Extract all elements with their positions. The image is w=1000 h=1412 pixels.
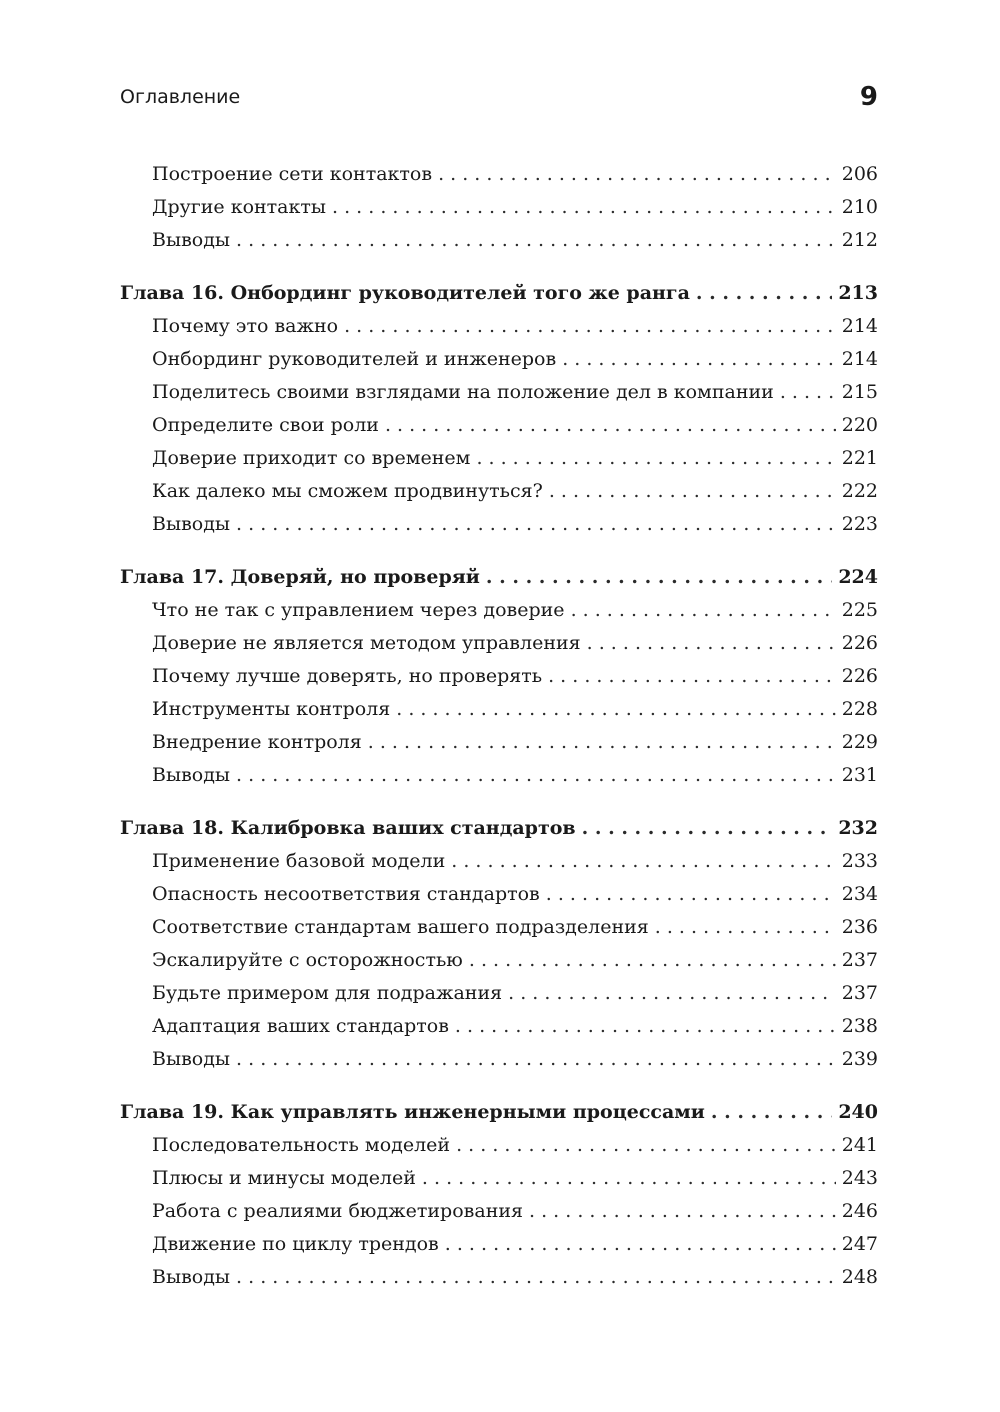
toc-entry[interactable]	[152, 878, 878, 911]
dot-leader	[451, 845, 835, 878]
dot-leader	[368, 726, 836, 759]
toc-title: Определите свои роли	[152, 414, 379, 436]
toc-page-number: 214	[841, 348, 878, 370]
toc-entry[interactable]	[152, 1228, 878, 1261]
toc-chapter[interactable]	[120, 277, 878, 310]
dot-leader	[236, 1043, 836, 1076]
toc-entry[interactable]	[152, 442, 878, 475]
toc-entry[interactable]	[152, 158, 878, 191]
toc-page-number: 248	[841, 1266, 878, 1288]
dot-leader	[445, 1228, 836, 1261]
toc-title: Выводы	[152, 1266, 231, 1288]
toc-chapter[interactable]	[120, 561, 878, 594]
toc-chapter[interactable]	[120, 1096, 878, 1129]
toc-page-number: 240	[838, 1101, 878, 1123]
toc-entry[interactable]	[152, 310, 878, 343]
toc-entry[interactable]	[152, 1162, 878, 1195]
chapter-spacer	[0, 541, 1000, 561]
toc-entry[interactable]	[152, 845, 878, 878]
dot-leader	[456, 1129, 836, 1162]
dot-leader	[476, 442, 835, 475]
toc-entry[interactable]	[152, 343, 878, 376]
dot-leader	[422, 1162, 836, 1195]
toc-title: Онбординг руководителей и инженеров	[152, 348, 557, 370]
dot-leader	[469, 944, 836, 977]
toc-entry[interactable]	[152, 1010, 878, 1043]
toc-entry[interactable]	[152, 1195, 878, 1228]
toc-page-number: 232	[838, 817, 878, 839]
toc-page-number: 236	[841, 916, 878, 938]
running-head: Оглавление	[120, 86, 241, 108]
dot-leader	[571, 594, 836, 627]
toc-title: Что не так с управлением через доверие	[152, 599, 565, 621]
toc-entry[interactable]	[152, 944, 878, 977]
dot-leader	[562, 343, 836, 376]
toc-title: Последовательность моделей	[152, 1134, 451, 1156]
toc-entry[interactable]	[152, 726, 878, 759]
toc-title: Поделитесь своими взглядами на положение дел в компании	[152, 381, 774, 403]
dot-leader	[711, 1096, 832, 1129]
toc-entry[interactable]	[152, 693, 878, 726]
toc-entry[interactable]	[152, 475, 878, 508]
dot-leader	[546, 878, 836, 911]
toc-entry[interactable]	[152, 191, 878, 224]
toc-title: Почему лучше доверять, но проверять	[152, 665, 543, 687]
toc-page-number: 215	[841, 381, 878, 403]
toc-entry[interactable]	[152, 1129, 878, 1162]
toc-entry[interactable]	[152, 1261, 878, 1294]
toc-entry[interactable]	[152, 911, 878, 944]
toc-title: Доверие не является методом управления	[152, 632, 581, 654]
dot-leader	[236, 508, 836, 541]
dot-leader	[438, 158, 836, 191]
toc-title: Будьте примером для подражания	[152, 982, 503, 1004]
toc-title: Выводы	[152, 229, 231, 251]
toc-entry[interactable]	[152, 376, 878, 409]
toc-entry[interactable]	[152, 977, 878, 1010]
toc-title: Эскалируйте с осторожностью	[152, 949, 463, 971]
toc-title: Инструменты контроля	[152, 698, 391, 720]
toc-page-number: 206	[841, 163, 878, 185]
dot-leader	[696, 277, 832, 310]
toc-page-number: 212	[841, 229, 878, 251]
toc-page-number: 243	[841, 1167, 878, 1189]
toc-page-number: 239	[841, 1048, 878, 1070]
toc-page-number: 247	[841, 1233, 878, 1255]
toc-page-number: 226	[841, 632, 878, 654]
toc-page-number: 213	[838, 282, 878, 304]
toc-title: Адаптация ваших стандартов	[152, 1015, 449, 1037]
toc-title: Внедрение контроля	[152, 731, 362, 753]
toc-page-number: 231	[841, 764, 878, 786]
toc-entry[interactable]	[152, 409, 878, 442]
dot-leader	[236, 1261, 836, 1294]
dot-leader	[529, 1195, 836, 1228]
toc-title: Плюсы и минусы моделей	[152, 1167, 416, 1189]
toc-title: Построение сети контактов	[152, 163, 433, 185]
toc-page-number: 220	[841, 414, 878, 436]
toc-entry[interactable]	[152, 627, 878, 660]
toc-page-number: 222	[841, 480, 878, 502]
toc-entry[interactable]	[152, 508, 878, 541]
dot-leader	[332, 191, 836, 224]
toc-title: Выводы	[152, 1048, 231, 1070]
toc-chapter[interactable]	[120, 812, 878, 845]
toc-entry[interactable]	[152, 660, 878, 693]
toc-page-number: 223	[841, 513, 878, 535]
dot-leader	[655, 911, 836, 944]
toc-title: Опасность несоответствия стандартов	[152, 883, 540, 905]
toc-entry[interactable]	[152, 594, 878, 627]
chapter-spacer	[0, 1076, 1000, 1096]
toc-title: Глава 19. Как управлять инженерными процессами	[120, 1101, 705, 1123]
toc-page-number: 237	[841, 982, 878, 1004]
dot-leader	[508, 977, 836, 1010]
toc-page-number: 238	[841, 1015, 878, 1037]
toc-title: Выводы	[152, 513, 231, 535]
toc-page-number: 246	[841, 1200, 878, 1222]
chapter-spacer	[0, 792, 1000, 812]
toc-entry[interactable]	[152, 1043, 878, 1076]
toc-page-number: 234	[841, 883, 878, 905]
toc-title: Движение по циклу трендов	[152, 1233, 439, 1255]
chapter-spacer	[0, 257, 1000, 277]
toc-title: Соответствие стандартам вашего подразделения	[152, 916, 649, 938]
toc-page-number: 229	[841, 731, 878, 753]
toc-title: Глава 17. Доверяй, но проверяй	[120, 566, 480, 588]
toc-entry[interactable]	[152, 224, 878, 257]
dot-leader	[344, 310, 836, 343]
dot-leader	[455, 1010, 836, 1043]
dot-leader	[587, 627, 836, 660]
toc-page-number: 237	[841, 949, 878, 971]
toc-title: Доверие приходит со временем	[152, 447, 471, 469]
toc-page-number: 224	[838, 566, 878, 588]
toc-title: Другие контакты	[152, 196, 327, 218]
dot-leader	[385, 409, 836, 442]
toc-title: Глава 16. Онбординг руководителей того же ранга	[120, 282, 690, 304]
toc-title: Почему это важно	[152, 315, 339, 337]
toc-page-number: 241	[841, 1134, 878, 1156]
toc-title: Применение базовой модели	[152, 850, 446, 872]
toc-page-number: 214	[841, 315, 878, 337]
page-number: 9	[859, 82, 878, 112]
toc-page-number: 226	[841, 665, 878, 687]
dot-leader	[548, 660, 836, 693]
toc-page-number: 221	[841, 447, 878, 469]
toc-page-number: 225	[841, 599, 878, 621]
dot-leader	[396, 693, 836, 726]
toc-title: Как далеко мы сможем продвинуться?	[152, 480, 543, 502]
dot-leader	[236, 224, 836, 257]
toc-entry[interactable]	[152, 759, 878, 792]
dot-leader	[486, 561, 832, 594]
toc-page-number: 233	[841, 850, 878, 872]
toc-page-number: 228	[841, 698, 878, 720]
toc-title: Выводы	[152, 764, 231, 786]
dot-leader	[236, 759, 836, 792]
dot-leader	[549, 475, 836, 508]
toc-title: Глава 18. Калибровка ваших стандартов	[120, 817, 576, 839]
toc-title: Работа с реалиями бюджетирования	[152, 1200, 524, 1222]
dot-leader	[582, 812, 833, 845]
table-of-contents	[0, 158, 1000, 1294]
dot-leader	[780, 376, 836, 409]
toc-page-number: 210	[841, 196, 878, 218]
